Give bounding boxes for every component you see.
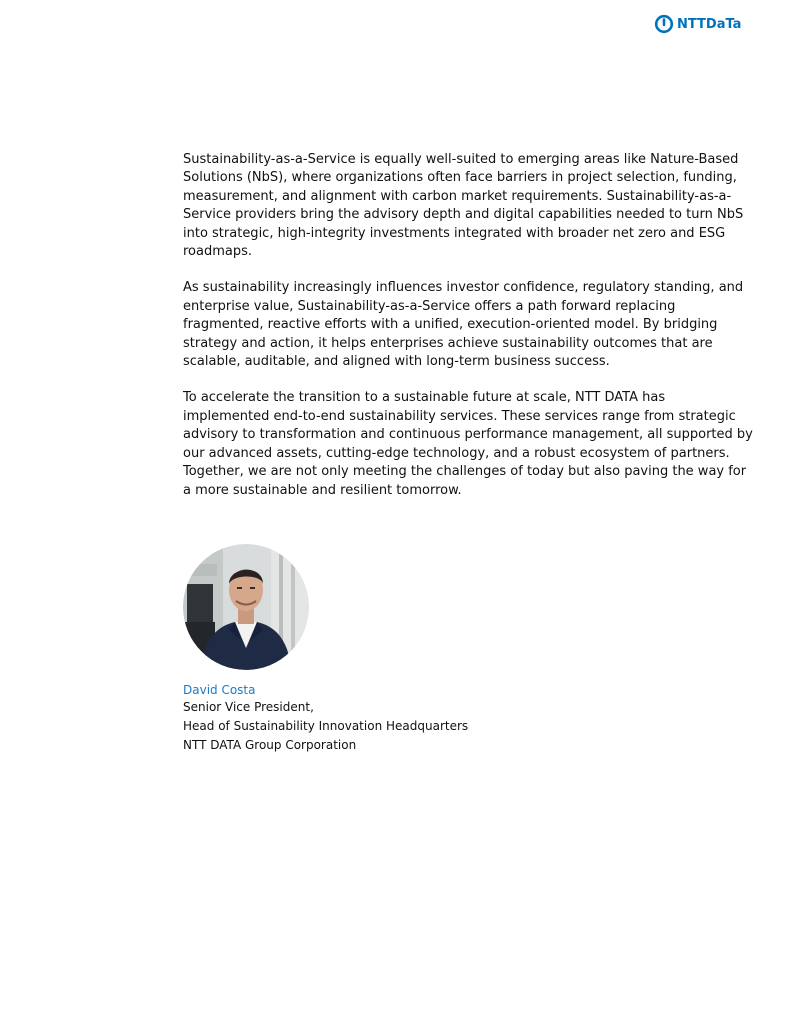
article-body: [183, 151, 753, 518]
ntt-data-emblem-icon: [654, 14, 674, 34]
paragraph-accelerate-transition: To accelerate the transition to a sustainable future at scale, NTT DATA has implemented end-to-end sustainability services. These services range from strategic advisory to transformation and continuous performance management, all supported by our advanced assets, cutting-edge technology, and a robust ecosystem of partners. Together, we are not only meeting the challenges of today but also paving the way for a more sustainable and resilient tomorrow.: [183, 390, 753, 498]
author-portrait: [183, 544, 309, 670]
author-role: Head of Sustainability Innovation Headquarters: [183, 719, 469, 733]
paragraph-investor-confidence: As sustainability increasingly influences investor confidence, regulatory standing, and enterprise value, Sustainability-as-a-Service offers a path forward replacing fragmented, reactive efforts with a unified, execution-oriented model. By bridging strategy and action, it helps enterprises achieve sustainability outcomes that are scalable, auditable, and aligned with long-term business success.: [183, 280, 744, 370]
author-name: David Costa: [183, 683, 256, 697]
ntt-data-logo-text: NTTDaTa: [677, 16, 742, 32]
author-block: [183, 544, 468, 755]
ntt-data-logo: [654, 13, 741, 35]
author-company: NTT DATA Group Corporation: [183, 738, 357, 752]
author-title: Senior Vice President,: [183, 700, 314, 714]
paragraph-nbs: Sustainability-as-a-Service is equally well-suited to emerging areas like Nature-Based Solutions (NbS), where organizations often face barriers in project selection, funding, measurement, and alignment with carbon market requirements. Sustainability-as-a-Service providers bring the advisory depth and digital capabilities needed to turn NbS into strategic, high-integrity investments integrated with broader net zero and ESG roadmaps.: [183, 152, 744, 260]
